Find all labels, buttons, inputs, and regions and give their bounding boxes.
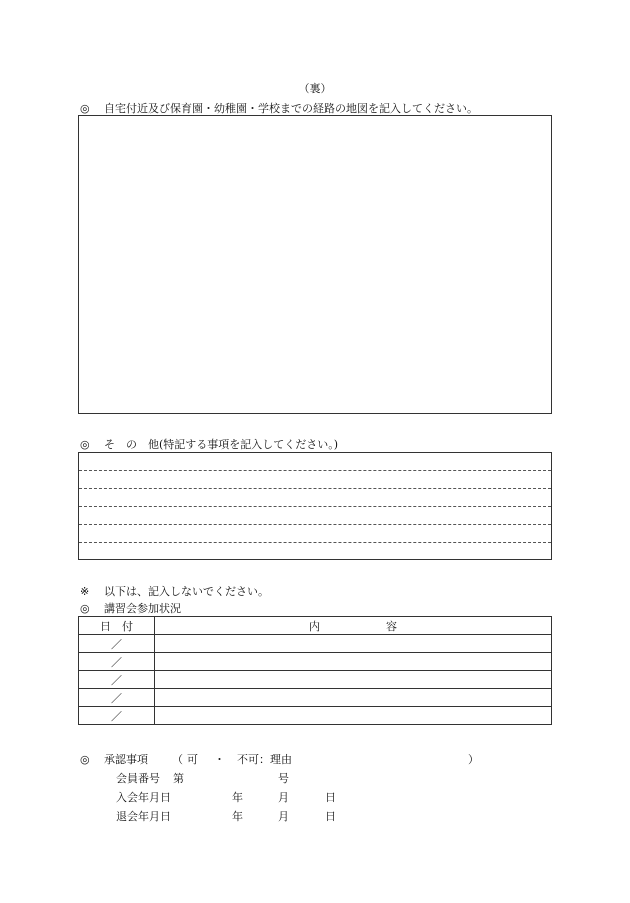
date-cell[interactable]: ／ [79,671,155,689]
member-number-suffix: 号 [278,772,289,785]
date-cell[interactable]: ／ [79,689,155,707]
approval-option-ng[interactable]: 不可 [237,753,259,766]
dashed-writing-line [79,524,551,525]
table-row [79,689,552,707]
dashed-writing-line [79,470,551,471]
double-circle-icon: ◎ [80,102,90,115]
leave-year-unit: 年 [232,810,243,823]
join-day-unit: 日 [325,791,336,804]
map-section-heading-text: 自宅付近及び保育園・幼稚園・学校までの経路の地図を記入してください。 [104,102,478,115]
leave-month-unit: 月 [278,810,289,823]
dashed-writing-line [79,488,551,489]
member-number-label: 会員番号 [116,772,160,785]
seminar-section-heading-text: 講習会参加状況 [104,602,181,615]
join-date-label: 入会年月日 [116,791,171,804]
date-cell[interactable]: ／ [79,653,155,671]
table-row [79,635,552,653]
content-cell[interactable] [155,653,552,671]
member-number-prefix: 第 [173,772,184,785]
join-month-unit: 月 [278,791,289,804]
other-section-heading [80,436,338,452]
leave-date-label: 退会年月日 [116,810,171,823]
seminar-section-heading [80,600,181,616]
approval-open-paren: （ [172,753,183,766]
date-cell[interactable]: ／ [79,635,155,653]
table-row [79,653,552,671]
content-cell[interactable] [155,689,552,707]
column-header-date: 日 付 [79,617,155,635]
approval-reason-label: ：理由 [259,753,292,766]
column-header-content: 内 容 [155,617,552,635]
double-circle-icon: ◎ [80,438,90,451]
reference-mark-icon: ※ [80,585,90,598]
double-circle-icon: ◎ [80,602,90,615]
map-section-heading [80,100,478,116]
page-title: （裏） [298,82,332,95]
map-drawing-area[interactable] [78,115,552,414]
other-section-heading-text: そ の 他(特記する事項を記入してください。) [104,438,339,451]
other-notes-area[interactable] [78,452,552,560]
approval-section-heading [80,751,148,767]
approval-heading-text: 承認事項 [104,753,148,766]
double-circle-icon: ◎ [80,753,90,766]
table-header-row [79,617,552,635]
content-cell[interactable] [155,707,552,725]
approval-separator: ・ [214,753,225,766]
join-year-unit: 年 [232,791,243,804]
office-use-note [80,583,269,599]
dashed-writing-line [79,542,551,543]
office-use-note-text: 以下は、記入しないでください。 [104,585,269,598]
approval-option-ok[interactable]: 可 [187,753,198,766]
dashed-writing-line [79,506,551,507]
table-row [79,671,552,689]
seminar-attendance-table [78,616,552,725]
approval-close-paren: ） [468,753,479,766]
date-cell[interactable]: ／ [79,707,155,725]
table-row [79,707,552,725]
content-cell[interactable] [155,671,552,689]
leave-day-unit: 日 [325,810,336,823]
content-cell[interactable] [155,635,552,653]
